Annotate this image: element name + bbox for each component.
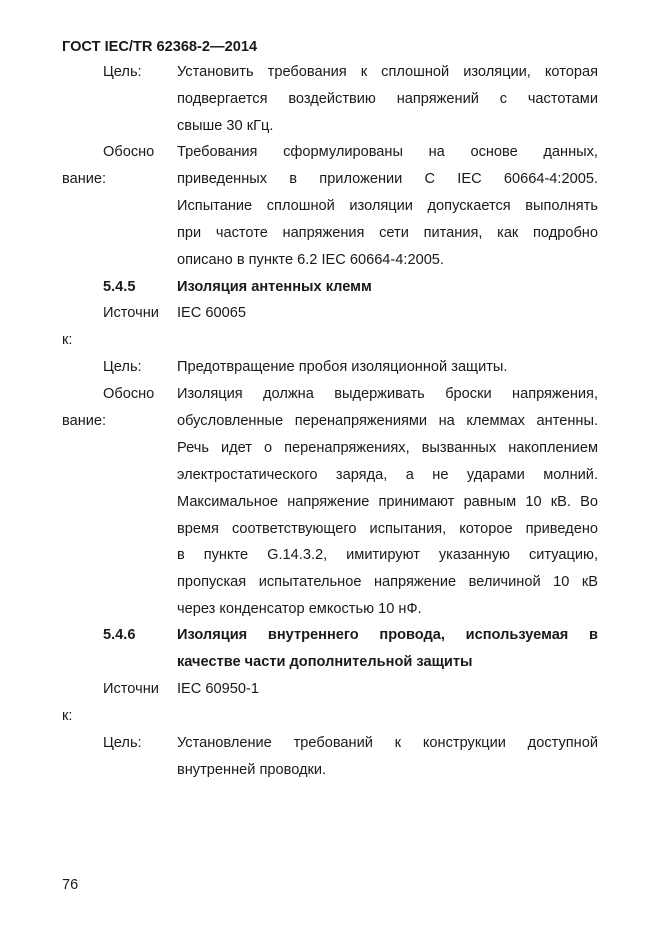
page-number: 76 [62, 877, 79, 893]
goal-text-545: Предотвращение пробоя изоляционной защиты. [177, 359, 508, 375]
reason-label-545b: вание: [62, 413, 107, 429]
text-line: через конденсатор емкостью 10 нФ. [177, 601, 422, 618]
source-label-545a: Источни [103, 305, 159, 321]
source-text-546: IEC 60950-1 [177, 681, 259, 697]
goal-label-1: Цель: [103, 64, 142, 80]
text-line: Требования сформулированы на основе данных, [177, 144, 598, 160]
title-line: качестве части дополнительной защиты [177, 654, 473, 670]
goal-text-1 [177, 59, 598, 140]
goal-label-545: Цель: [103, 359, 142, 375]
section-number-546: 5.4.6 [103, 627, 136, 643]
source-text-545: IEC 60065 [177, 305, 246, 321]
text-line: электростатического заряда, а не ударами молний. [177, 466, 598, 483]
document-header: ГОСТ IEC/TR 62368-2—2014 [62, 39, 258, 55]
reason-text-545 [177, 381, 598, 623]
title-line: Изоляция внутреннего провода, используемая в [177, 627, 598, 643]
text-line: пропуская испытательное напряжение величиной 10 кВ [177, 574, 598, 591]
reason-label-545a: Обосно [103, 386, 155, 402]
text-line: Изоляция должна выдерживать броски напряжения, [177, 386, 598, 402]
text-line: приведенных в приложении С IEC 60664-4:2005. [177, 170, 598, 187]
reason-text-1 [177, 139, 598, 274]
source-label-545b: к: [62, 332, 73, 348]
text-line: Речь идет о перенапряжениях, вызванных накоплением [177, 439, 598, 456]
text-line: время соответствующего испытания, которое приведено [177, 520, 598, 537]
source-label-546a: Источни [103, 681, 159, 697]
goal-text-546 [177, 730, 598, 784]
text-line: Максимальное напряжение принимают равным 10 кВ. Во [177, 493, 598, 510]
text-line: описано в пункте 6.2 IEC 60664-4:2005. [177, 251, 444, 268]
text-line: обусловленные перенапряжениями на клеммах антенны. [177, 412, 598, 429]
section-title-545: Изоляция антенных клемм [177, 279, 372, 295]
text-line: Испытание сплошной изоляции допускается выполнять [177, 197, 598, 214]
text-line: при частоте напряжения сети питания, как подробно [177, 224, 598, 241]
text-line: Установление требований к конструкции доступной [177, 735, 598, 751]
section-number-545: 5.4.5 [103, 279, 136, 295]
text-line: внутренней проводки. [177, 761, 327, 778]
goal-label-546: Цель: [103, 735, 142, 751]
text-line: подвергается воздействию напряжений с частотами [177, 90, 598, 107]
reason-label-1b: вание: [62, 171, 107, 187]
text-line: свыше 30 кГц. [177, 117, 274, 134]
source-label-546b: к: [62, 708, 73, 724]
section-title-546 [177, 622, 598, 676]
text-line: Установить требования к сплошной изоляции, которая [177, 64, 598, 80]
reason-label-1a: Обосно [103, 144, 155, 160]
text-line: в пункте G.14.3.2, имитируют указанную ситуацию, [177, 547, 598, 564]
